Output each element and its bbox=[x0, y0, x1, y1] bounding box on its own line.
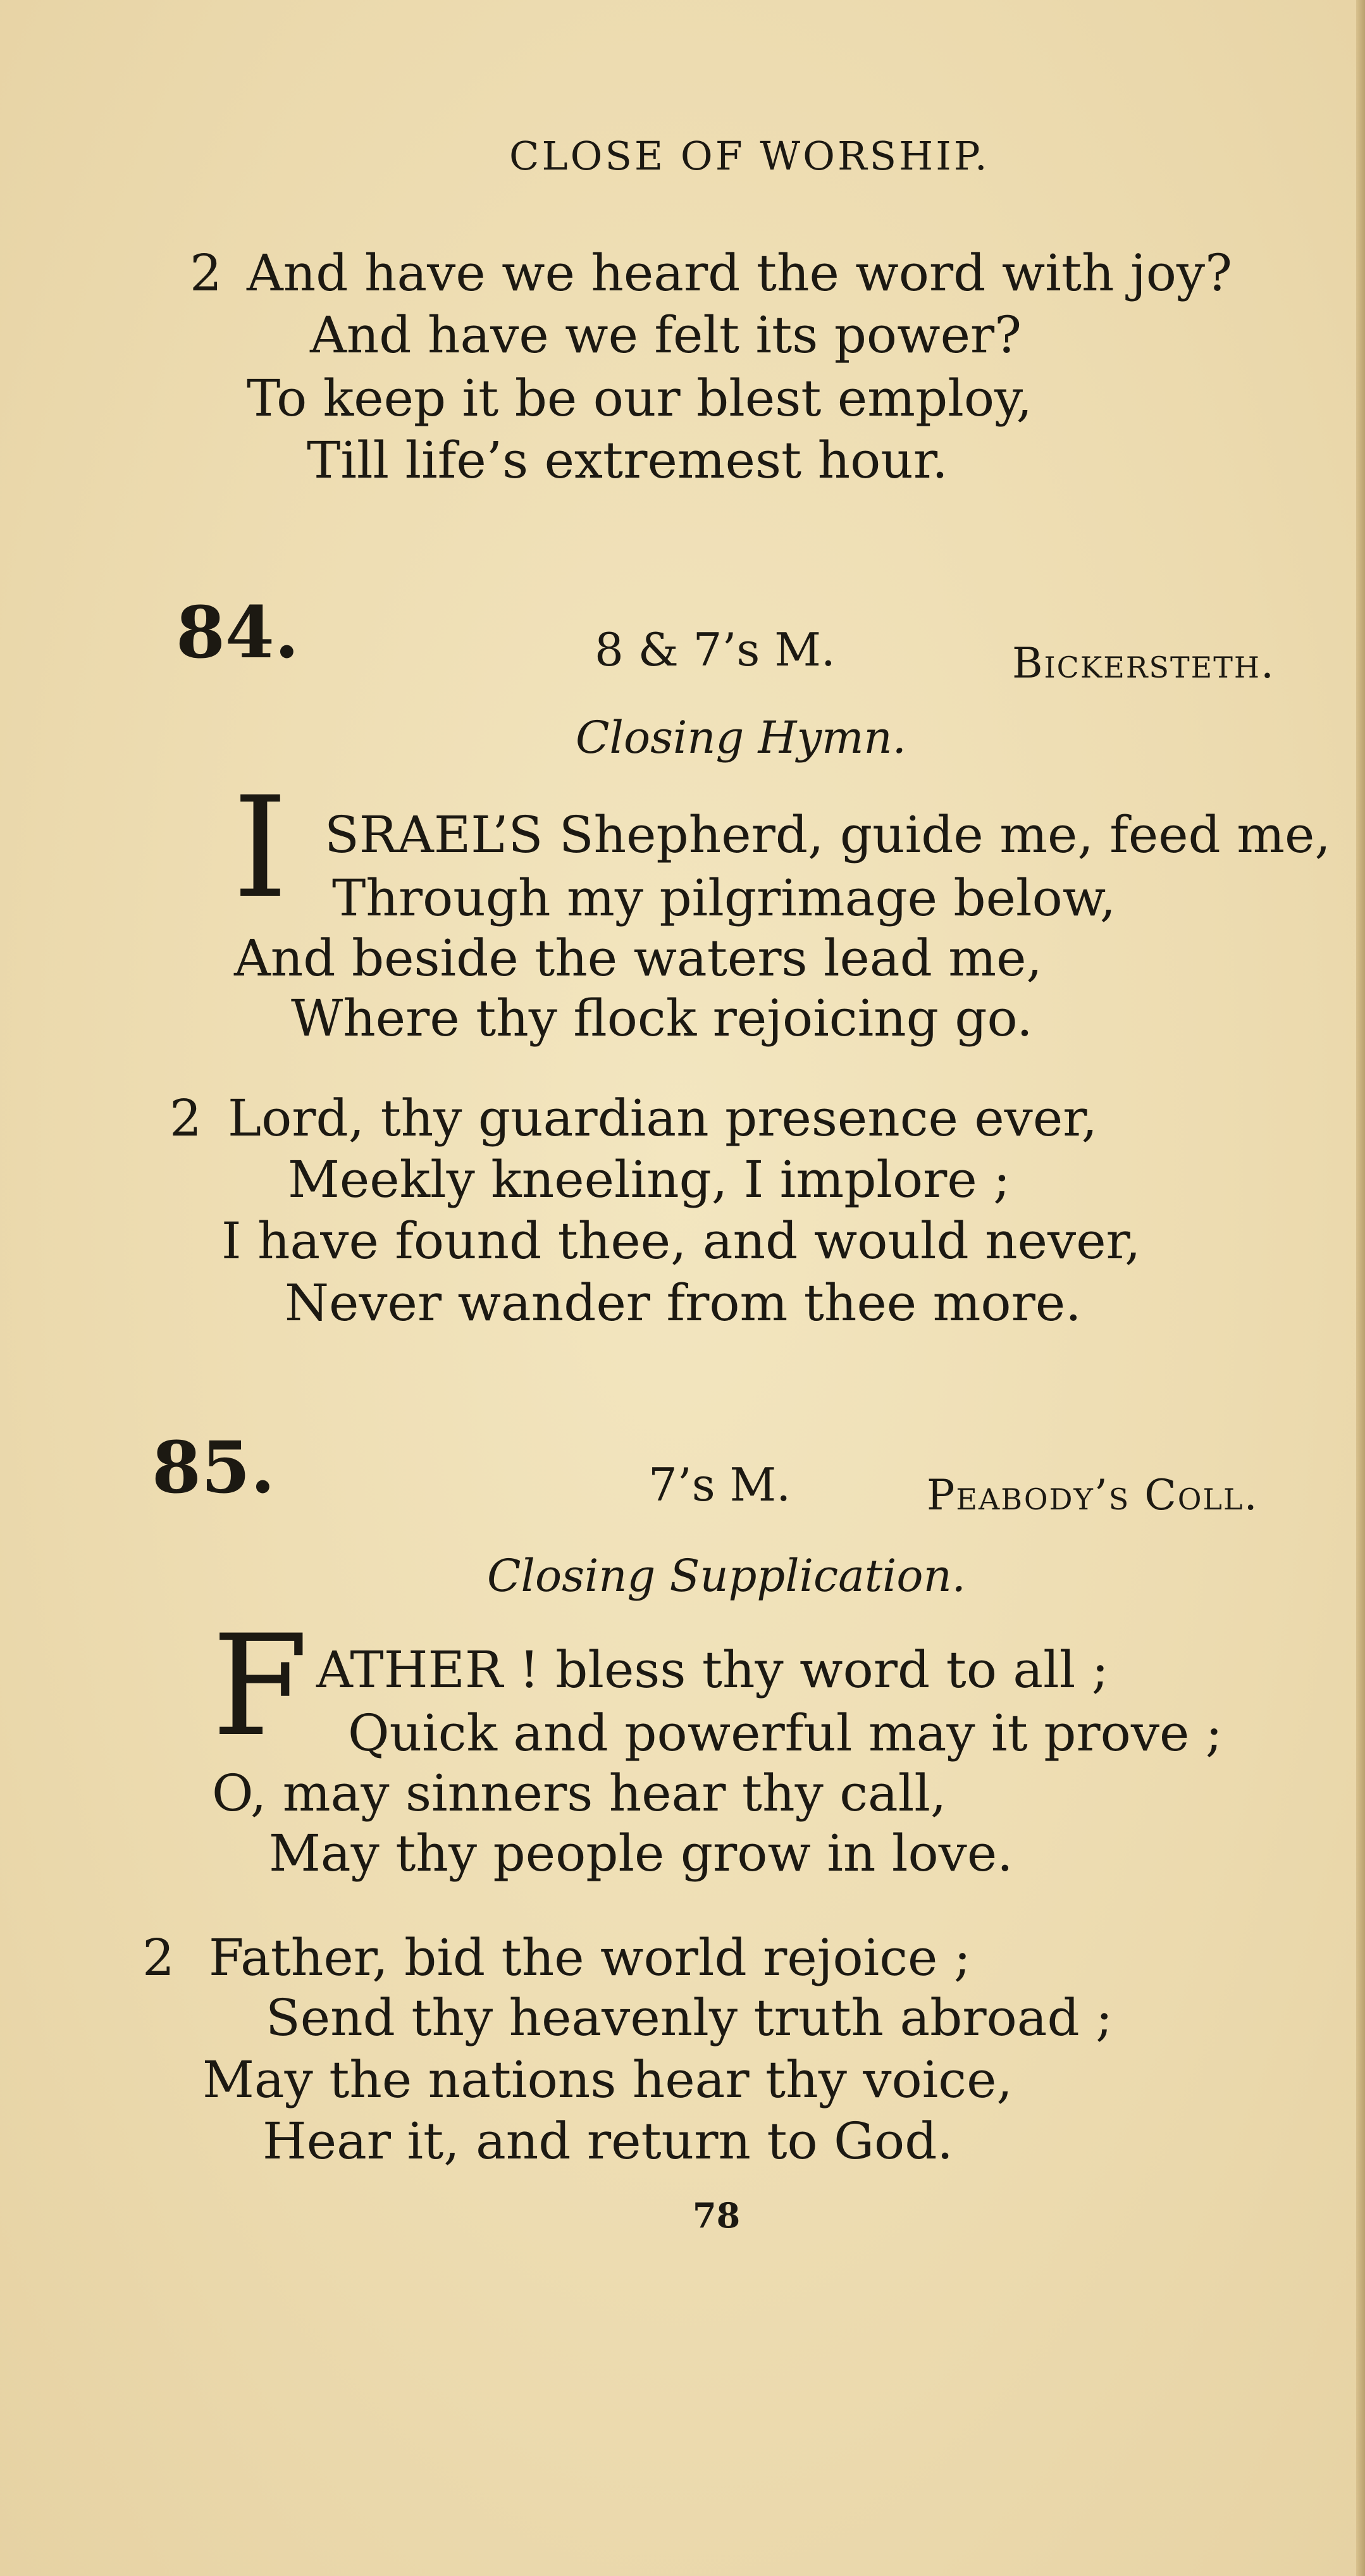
hymn-subtitle: Closing Supplication. bbox=[487, 1550, 966, 1602]
stanza-line: And have we heard the word with joy? bbox=[247, 244, 1233, 302]
page-edge bbox=[1356, 0, 1365, 2576]
page-number: 78 bbox=[693, 2195, 741, 2236]
stanza-line: Lord, thy guardian presence ever, bbox=[228, 1089, 1098, 1148]
hymn-meter: 7’s M. bbox=[648, 1458, 791, 1511]
hymn-author: Bickersteth. bbox=[1012, 639, 1275, 688]
hymn-number: 84. bbox=[176, 591, 299, 674]
stanza-line: And beside the waters lead me, bbox=[234, 929, 1042, 988]
drop-cap: I bbox=[233, 767, 288, 929]
hymn-meter: 8 & 7’s M. bbox=[595, 623, 836, 676]
drop-cap: F bbox=[212, 1605, 309, 1767]
stanza-line: Meekly kneeling, I implore ; bbox=[288, 1150, 1011, 1209]
stanza-line: To keep it be our blest employ, bbox=[247, 369, 1032, 428]
stanza-line: O, may sinners hear thy call, bbox=[212, 1764, 947, 1823]
stanza-line: Father, bid the world rejoice ; bbox=[209, 1928, 971, 1987]
stanza-line: Send thy heavenly truth abroad ; bbox=[266, 1988, 1113, 2047]
stanza-line: Where thy flock rejoicing go. bbox=[291, 989, 1033, 1048]
stanza-line: Till life’s extremest hour. bbox=[307, 431, 948, 490]
stanza-line: Never wander from thee more. bbox=[285, 1273, 1082, 1332]
hymn-number: 85. bbox=[152, 1427, 275, 1509]
stanza-line: May thy people grow in love. bbox=[269, 1824, 1013, 1883]
hymn-author: Peabody’s Coll. bbox=[927, 1471, 1259, 1520]
stanza-line: ATHER ! bless thy word to all ; bbox=[316, 1640, 1109, 1699]
stanza-number: 2 bbox=[190, 244, 222, 302]
stanza-line: I have found thee, and would never, bbox=[221, 1211, 1141, 1270]
stanza-number: 2 bbox=[170, 1089, 202, 1148]
stanza-number: 2 bbox=[142, 1928, 175, 1987]
running-head: CLOSE OF WORSHIP. bbox=[509, 133, 990, 179]
stanza-line: Through my pilgrimage below, bbox=[332, 869, 1116, 927]
stanza-line: Quick and powerful may it prove ; bbox=[348, 1704, 1223, 1762]
stanza-line: And have we felt its power? bbox=[310, 306, 1022, 364]
stanza-line: Hear it, and return to God. bbox=[262, 2112, 953, 2170]
stanza-line: SRAEL’S Shepherd, guide me, feed me, bbox=[324, 805, 1331, 864]
stanza-line: May the nations hear thy voice, bbox=[202, 2050, 1013, 2109]
hymn-subtitle: Closing Hymn. bbox=[576, 712, 906, 764]
